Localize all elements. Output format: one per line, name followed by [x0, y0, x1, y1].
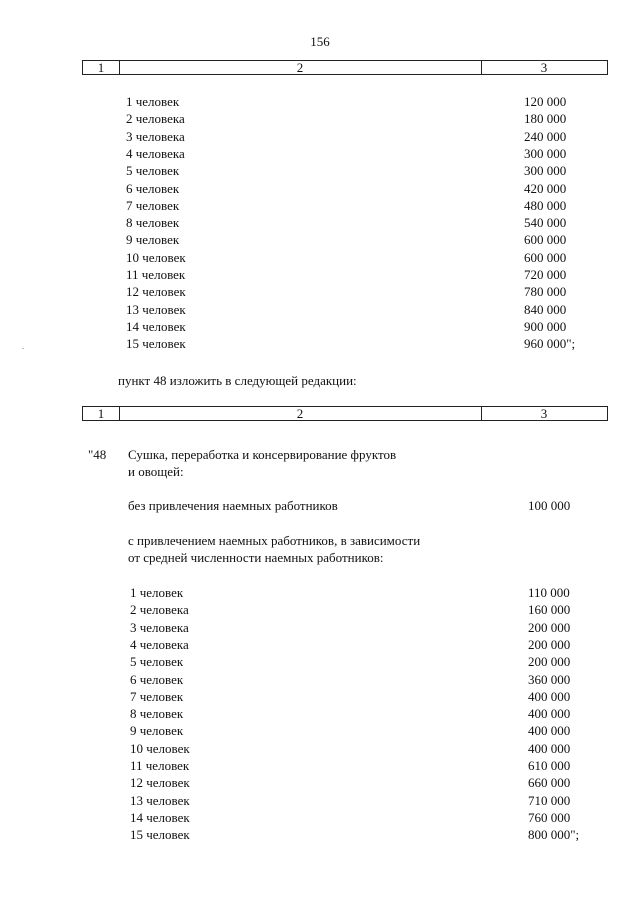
row-value: 710 000	[528, 792, 571, 808]
table-row	[0, 654, 640, 671]
row-label: 10 человек	[126, 249, 186, 265]
item-number: "48	[88, 447, 107, 462]
row-value: 960 000";	[524, 336, 576, 352]
row-label: 7 человек	[130, 688, 184, 704]
row-label: 3 человека	[126, 128, 185, 144]
row-value: 180 000	[524, 111, 567, 127]
row-value: 160 000	[528, 602, 571, 618]
row-value: 300 000	[524, 145, 567, 161]
item-title-line1: Сушка, переработка и консервирование фруктов	[128, 447, 397, 462]
table-row	[0, 163, 640, 180]
row-label: 1 человек	[126, 94, 180, 109]
table-row	[0, 672, 640, 689]
table-row	[0, 706, 640, 723]
header-col-3: 3	[540, 60, 548, 75]
table-row	[0, 146, 640, 163]
page-number: 156	[310, 34, 330, 49]
with-workers-line1: с привлечением наемных работников, в зависимости	[128, 533, 421, 548]
table-row	[0, 637, 640, 654]
table-header-2	[82, 406, 608, 421]
row-value: 400 000	[528, 740, 571, 756]
table-row	[0, 129, 640, 146]
table-row	[0, 810, 640, 827]
row-label: 6 человек	[126, 180, 180, 196]
table-row	[0, 793, 640, 810]
amendment-instruction: пункт 48 изложить в следующей редакции:	[118, 373, 357, 388]
table-row	[0, 284, 640, 301]
table-row	[0, 602, 640, 619]
row-label: 8 человек	[130, 706, 184, 722]
row-value: 800 000";	[528, 827, 580, 843]
row-label: 9 человек	[126, 232, 180, 248]
row-value: 420 000	[524, 180, 567, 196]
header-col-2: 2	[119, 61, 482, 74]
row-value: 200 000	[528, 619, 571, 635]
row-value: 720 000	[524, 267, 567, 282]
row-value: 300 000	[524, 163, 567, 179]
row-value: 360 000	[528, 671, 571, 687]
item-title-line2: и овощей:	[128, 464, 184, 479]
row-value: 200 000	[528, 636, 571, 652]
row-label: 5 человек	[130, 654, 184, 670]
table-row	[0, 181, 640, 198]
row-label: 15 человек	[126, 336, 186, 352]
row-label: 11 человек	[130, 758, 190, 773]
header-col-3: 3	[540, 406, 548, 421]
row-value: 480 000	[524, 197, 567, 213]
table-row	[0, 775, 640, 792]
row-label: 8 человек	[126, 215, 180, 231]
table-row	[0, 319, 640, 336]
row-label: 1 человек	[130, 585, 184, 600]
row-value: 600 000	[524, 232, 567, 248]
table-row	[0, 336, 640, 353]
row-label: 14 человек	[126, 318, 186, 334]
header-col-2: 2	[119, 407, 482, 420]
table-row	[0, 267, 640, 284]
row-label: 10 человек	[130, 740, 190, 756]
row-label: 15 человек	[130, 827, 190, 843]
row-label: 6 человек	[130, 671, 184, 687]
row-value: 120 000	[524, 94, 567, 109]
row-label: 2 человека	[126, 111, 185, 127]
without-workers-label: без привлечения наемных работников	[128, 498, 338, 513]
scan-mark	[22, 348, 24, 349]
table-row	[0, 94, 640, 111]
header-col-1: 1	[83, 61, 120, 74]
table-row	[0, 723, 640, 740]
row-value: 240 000	[524, 128, 567, 144]
table-row	[0, 689, 640, 706]
row-value: 840 000	[524, 301, 567, 317]
row-value: 200 000	[528, 654, 571, 670]
row-label: 9 человек	[130, 723, 184, 739]
table-row	[0, 198, 640, 215]
row-label: 4 человека	[130, 636, 189, 652]
with-workers-line2: от средней численности наемных работников:	[128, 550, 384, 565]
row-value: 600 000	[524, 249, 567, 265]
row-label: 5 человек	[126, 163, 180, 179]
table-row	[0, 585, 640, 602]
header-col-1: 1	[83, 407, 120, 420]
table-row	[0, 250, 640, 267]
row-value: 400 000	[528, 706, 571, 722]
row-value: 540 000	[524, 215, 567, 231]
table-row	[0, 215, 640, 232]
row-value: 760 000	[528, 809, 571, 825]
row-value: 900 000	[524, 318, 567, 334]
row-value: 110 000	[528, 585, 570, 600]
row-label: 3 человека	[130, 619, 189, 635]
without-workers-value: 100 000	[528, 498, 571, 513]
row-label: 2 человека	[130, 602, 189, 618]
row-label: 13 человек	[130, 792, 190, 808]
table-row	[0, 620, 640, 637]
table-row	[0, 827, 640, 844]
row-value: 610 000	[528, 758, 571, 773]
table-header-1	[82, 60, 608, 75]
row-label: 7 человек	[126, 197, 180, 213]
row-label: 12 человек	[130, 775, 190, 791]
row-value: 780 000	[524, 284, 567, 300]
row-value: 660 000	[528, 775, 571, 791]
row-value: 400 000	[528, 688, 571, 704]
row-label: 11 человек	[126, 267, 186, 282]
table-row	[0, 232, 640, 249]
table-row	[0, 741, 640, 758]
row-label: 13 человек	[126, 301, 186, 317]
row-value: 400 000	[528, 723, 571, 739]
table-row	[0, 302, 640, 319]
table-row	[0, 758, 640, 775]
row-label: 4 человека	[126, 145, 185, 161]
row-label: 12 человек	[126, 284, 186, 300]
row-label: 14 человек	[130, 809, 190, 825]
table-row	[0, 111, 640, 128]
